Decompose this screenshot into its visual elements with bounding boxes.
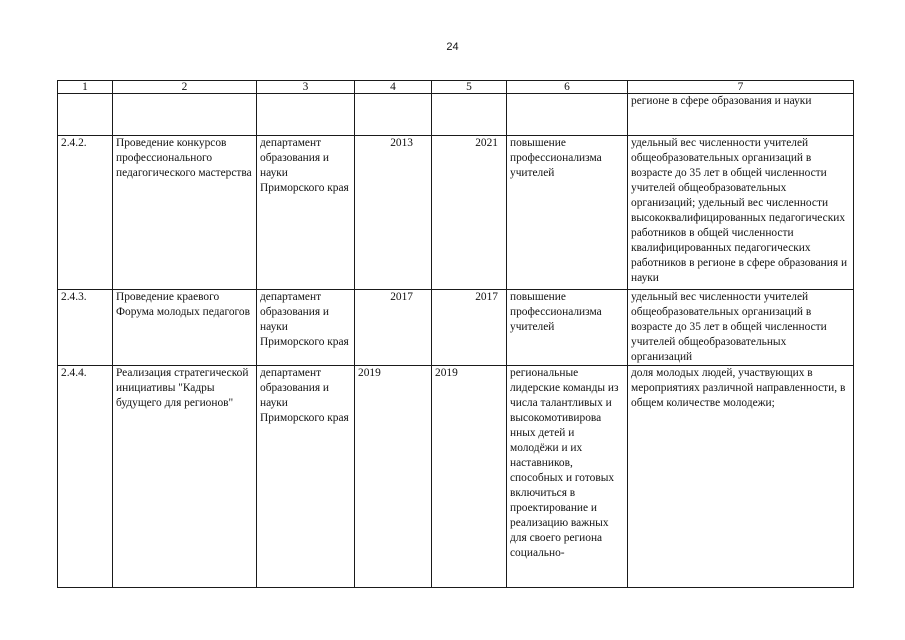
cell-measure-name: Проведение краевого Форума молодых педагогов: [113, 290, 257, 366]
cell-end-year: 2017: [432, 290, 507, 366]
cell-measure-name: Реализация стратегической инициативы "Кадры будущего для регионов": [113, 366, 257, 588]
cell-measure-name: Проведение конкурсов профессионального педагогического мастерства: [113, 136, 257, 290]
cell-empty: [507, 94, 628, 136]
header-col-7: 7: [628, 81, 854, 94]
cell-empty: [58, 94, 113, 136]
cell-indicator: удельный вес численности учителей общеобразовательных организаций в возрасте до 35 лет в общей численности учителей общеобразовательных организаций; удельный вес численности высококвалифицированных педагогических работников в общей численности квалифицированных педагогических работников в регионе в сфере образования и науки: [628, 136, 854, 290]
cell-number: 2.4.2.: [58, 136, 113, 290]
cell-empty: [113, 94, 257, 136]
cell-end-year: 2019: [432, 366, 507, 588]
cell-start-year: 2017: [355, 290, 432, 366]
cell-end-year: 2021: [432, 136, 507, 290]
table-row: [58, 136, 854, 290]
cell-empty: [432, 94, 507, 136]
program-measures-table: [57, 80, 854, 588]
cell-empty: [257, 94, 355, 136]
table-row: [58, 290, 854, 366]
table-header-row: [58, 81, 854, 94]
header-col-6: 6: [507, 81, 628, 94]
header-col-2: 2: [113, 81, 257, 94]
cell-indicator: удельный вес численности учителей общеобразовательных организаций в возрасте до 35 лет в общей численности учителей общеобразовательных организаций: [628, 290, 854, 366]
header-col-3: 3: [257, 81, 355, 94]
cell-executor: департамент образования и науки Приморского края: [257, 290, 355, 366]
cell-empty: [355, 94, 432, 136]
header-col-5: 5: [432, 81, 507, 94]
header-col-4: 4: [355, 81, 432, 94]
cell-expected-result: повышение профессионализма учителей: [507, 136, 628, 290]
cell-start-year: 2019: [355, 366, 432, 588]
cell-number: 2.4.3.: [58, 290, 113, 366]
cell-number: 2.4.4.: [58, 366, 113, 588]
cell-expected-result: региональные лидерские команды из числа талантливых и высокомотивирова нных детей и молодёжи и их наставников, способных и готовых включиться в проектирование и реализацию важных для своего региона социально-: [507, 366, 628, 588]
cell-start-year: 2013: [355, 136, 432, 290]
cell-indicator: доля молодых людей, участвующих в мероприятиях различной направленности, в общем количестве молодежи;: [628, 366, 854, 588]
cell-indicator-continuation: регионе в сфере образования и науки: [628, 94, 854, 136]
table-row-continuation: [58, 94, 854, 136]
cell-executor: департамент образования и науки Приморского края: [257, 136, 355, 290]
table-row: [58, 366, 854, 588]
cell-expected-result: повышение профессионализма учителей: [507, 290, 628, 366]
cell-executor: департамент образования и науки Приморского края: [257, 366, 355, 588]
header-col-1: 1: [58, 81, 113, 94]
page-number: 24: [446, 41, 459, 53]
